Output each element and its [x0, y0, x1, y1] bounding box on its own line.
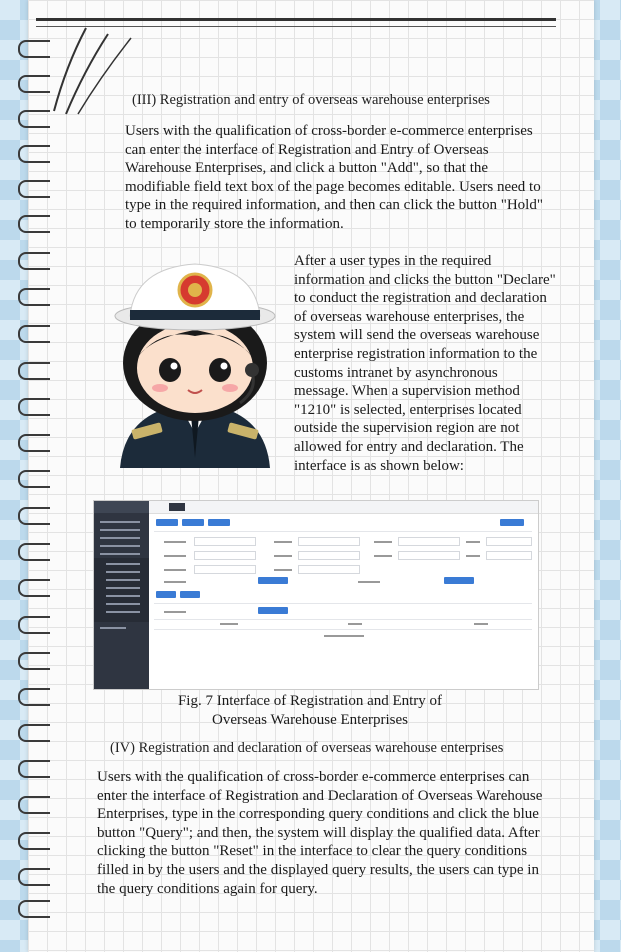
ui-field-label: [274, 555, 292, 557]
ring-icon: [18, 470, 50, 488]
ui-text-field: [298, 537, 360, 546]
ui-empty-table-text: [324, 635, 364, 637]
ui-field-label: [164, 541, 186, 543]
ui-column-header: [474, 623, 488, 625]
section-3-title: (III) Registration and entry of overseas warehouse enterprises: [132, 92, 490, 108]
ui-sidebar-item: [100, 627, 126, 629]
ui-table-rule: [154, 629, 532, 630]
ui-text-field: [298, 551, 360, 560]
ring-icon: [18, 688, 50, 706]
ui-back-button: [500, 519, 524, 526]
ui-hold-button: [182, 519, 204, 526]
figure-caption-line-2: Overseas Warehouse Enterprises: [212, 711, 408, 728]
ring-icon: [18, 507, 50, 525]
ui-select-button: [258, 607, 288, 614]
figure-caption-line-1: Fig. 7 Interface of Registration and Entry of: [177, 693, 443, 709]
ui-field-label: [274, 569, 292, 571]
ui-sidebar-item: [106, 603, 140, 605]
spiral-binding: [18, 30, 58, 930]
ui-sidebar-item: [106, 579, 140, 581]
ui-field-label: [374, 555, 392, 557]
ring-icon: [18, 579, 50, 597]
ui-add-row-button: [156, 591, 176, 598]
ui-add-button: [156, 519, 178, 526]
ui-sidebar-item: [106, 563, 140, 565]
ui-top-bar: [149, 501, 538, 514]
ui-sidebar-item: [106, 587, 140, 589]
ui-select-button: [258, 577, 288, 584]
ui-sidebar-header: [94, 501, 149, 513]
ui-sidebar-item: [100, 529, 140, 531]
ui-text-field: [398, 537, 460, 546]
ring-icon: [18, 832, 50, 850]
ui-select-button: [444, 577, 474, 584]
ui-delete-row-button: [180, 591, 200, 598]
ring-icon: [18, 652, 50, 670]
ring-icon: [18, 868, 50, 886]
ui-text-field: [194, 551, 256, 560]
ui-field-label: [274, 541, 292, 543]
ring-icon: [18, 900, 50, 918]
ui-field-label: [164, 611, 186, 613]
ring-icon: [18, 362, 50, 380]
ring-icon: [18, 288, 50, 306]
ring-icon: [18, 145, 50, 163]
section-3-paragraph-1: Users with the qualification of cross-border e-commerce enterprises can enter the interface of Registration and Entry of Overseas Warehouse Enterprises, and click a button "Add", so that the modifiable field text box of the page becomes editable. Users need to type in the required information, and then can click the button "Hold" to temporarily store the information.: [125, 123, 543, 232]
ui-declare-button: [208, 519, 230, 526]
ring-icon: [18, 616, 50, 634]
section-4-title: (IV) Registration and declaration of overseas warehouse enterprises: [110, 740, 504, 756]
customs-officer-cartoon-icon: [100, 258, 290, 468]
section-4-paragraph: Users with the qualification of cross-border e-commerce enterprises can enter the interface of Registration and Declaration of Overseas Warehouse Enterprises, type in the corresponding query conditions and click the blue button "Query"; and then, the system will display the qualified data. After clicking the button "Reset" in the interface to clear the query conditions filled in by the users and the displayed query results, the users can type in the query conditions again for query.: [97, 769, 543, 897]
ui-sidebar-item: [100, 553, 140, 555]
ring-icon: [18, 325, 50, 343]
top-rule: [36, 18, 556, 21]
ring-icon: [18, 434, 50, 452]
ui-text-field: [398, 551, 460, 560]
ui-text-field: [194, 565, 256, 574]
ui-text-field: [486, 551, 532, 560]
ui-text-field: [486, 537, 532, 546]
ui-field-label: [164, 569, 186, 571]
ui-text-field: [298, 565, 360, 574]
ui-sidebar-item: [106, 571, 140, 573]
ui-sidebar: [94, 501, 149, 689]
corner-stroke-decoration: [46, 26, 136, 116]
ui-sidebar-item: [100, 521, 140, 523]
ui-field-label: [358, 581, 380, 583]
section-3-paragraph-2: After a user types in the required information and clicks the button "Declare" to conduct the registration and declaration of overseas warehouse enterprises, the system will send the overseas warehouse enterprise registration information to the customs intranet by asynchronous message. When a supervision method "1210" is selected, enterprises located outside the supervision region are not allowed for entry and declaration. The interface is as shown below:: [294, 253, 556, 474]
ui-field-label: [164, 581, 186, 583]
ui-field-label: [466, 541, 480, 543]
ring-icon: [18, 252, 50, 270]
ring-icon: [18, 543, 50, 561]
ui-text-field: [194, 537, 256, 546]
ring-icon: [18, 796, 50, 814]
ui-column-header: [348, 623, 362, 625]
ui-sidebar-item: [106, 611, 140, 613]
figure-caption: [110, 692, 510, 729]
ui-tab-active: [169, 503, 185, 511]
ring-icon: [18, 724, 50, 742]
ui-sidebar-item: [100, 537, 140, 539]
ui-sidebar-item: [106, 595, 140, 597]
ui-field-label: [164, 555, 186, 557]
ring-icon: [18, 398, 50, 416]
ui-divider: [154, 531, 532, 532]
ui-field-label: [466, 555, 480, 557]
ring-icon: [18, 760, 50, 778]
ui-sidebar-item: [100, 545, 140, 547]
ui-divider: [154, 603, 532, 604]
ui-column-header: [220, 623, 238, 625]
ui-table-header-rule: [154, 619, 532, 620]
ring-icon: [18, 215, 50, 233]
ring-icon: [18, 180, 50, 198]
ui-field-label: [374, 541, 392, 543]
registration-interface-screenshot: [93, 500, 539, 690]
